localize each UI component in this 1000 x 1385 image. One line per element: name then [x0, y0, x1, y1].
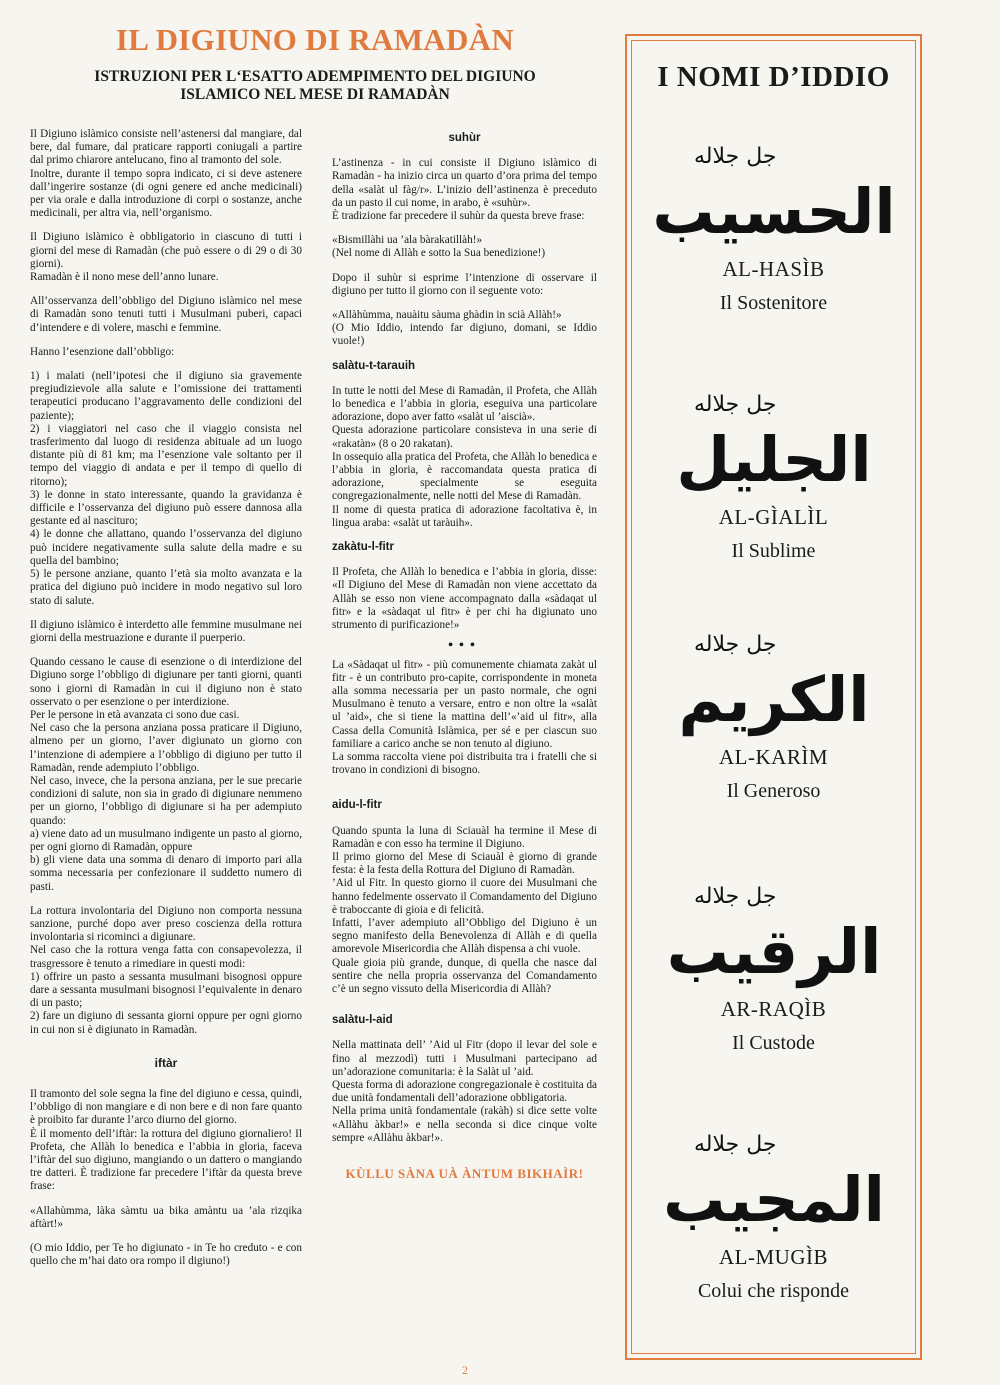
paragraph: Hanno l’esenzione dall’obbligo: — [30, 345, 175, 358]
section-heading-tarauih: salàtu-t-tarauih — [332, 359, 416, 372]
section-heading-aidu: aidu-l-fitr — [332, 799, 382, 812]
paragraph: Nel caso, invece, che la persona anziana, per le sue precarie condizioni di salute, non sia in grado di digiunare nemmeno per un giorno, l’obbligo di digiunare si ha per adempiuto quando: — [30, 774, 302, 827]
paragraph: Nel caso che la rottura venga fatta con consapevolezza, il trasgressore è tenuto a rimediare in questi modi: — [30, 944, 302, 970]
panel-inner-border — [631, 40, 916, 1354]
paragraph: Questa forma di adorazione congregazionale è costituita da due unità fondamentali dell’adorazione obbligatoria. — [332, 1078, 597, 1105]
section-heading-iftar: iftàr — [154, 1055, 178, 1070]
arabic-calligraphy — [651, 133, 896, 253]
subtitle-line-1: ISTRUZIONI PER L‘ESATTO ADEMPIMENTO DEL DIGIUNO — [94, 68, 536, 85]
name-transliteration: AR-RAQÌB — [720, 997, 827, 1021]
list-item: 5) le persone anziane, quanto l’età sia molto avanzata e la pratica del digiuno può incidere in modo negativo sul loro stato di salute. — [30, 568, 302, 607]
paragraph: Infatti, l’aver adempiuto all’Obbligo del Digiuno è un segno manifesto della Benevolenza di Allàh e di quella amorevole Misericordia che Allàh dispensa a chi vuole. — [332, 916, 597, 956]
paragraph: Il Digiuno islàmico è obbligatorio in ciascuno di tutti i giorni del mese di Ramadàn (che può essere o di 29 o di 30 giorni). — [30, 231, 302, 270]
separator-dots: ••• — [448, 638, 481, 654]
arabic-calligraphy — [662, 1121, 885, 1241]
name-transliteration: AL-KARÌM — [719, 745, 828, 769]
paragraph: Quando spunta la luna di Sciauàl ha termine il Mese di Ramadàn e con esso ha termine il Digiuno. — [332, 824, 597, 850]
arabic-calligraphy — [666, 873, 881, 993]
prayer-arabic-transliteration: «Bismillàhi ua ’ala bàrakatillàh!» — [332, 234, 483, 247]
closing-greeting: KÙLLU SÀNA UÀ ÀNTUM BIKHAÌR! — [345, 1166, 584, 1181]
paragraph: Per le persone in età avanzata ci sono due casi. — [30, 708, 240, 721]
paragraph: In ossequio alla pratica del Profeta, che Allàh lo benedica e l’abbia in gloria, è raccomandata questa pratica di adorazione, specialmente se eseguita congregazionalmente, nelle notti del Mese di Ramadàn. — [332, 450, 597, 503]
paragraph: Il Profeta, che Allàh lo benedica e l’abbia in gloria, disse: «Il Digiuno del Mese di Ramadàn non viene accettato da Allàh se esso non viene accompagnato dalla «sàdaqat ul fitr» e la «sàdaqat ul fitr» è per chi ha digiunato uno strumento di purificazione!» — [332, 566, 597, 632]
arabic-name-text: الكريم — [677, 663, 870, 736]
paragraph: Il nome di questa pratica di adorazione facoltativa è, in lingua araba: «salàt ut taràuih». — [332, 503, 597, 529]
page-title: IL DIGIUNO DI RAMADÀN — [115, 22, 515, 57]
paragraph: Nel caso che la persona anziana possa praticare il Digiuno, almeno per un giorno, l’aver digiunato un giorno con l’intenzione di adempiere a l’obbligo di digiuno per tutto il Ramadàn, rende adempiuto l’obbligo. — [30, 722, 302, 774]
prayer-arabic-transliteration: «Allahùmma, làka sàmtu ua bika amàntu ua ’ala rizqika aftàrt!» — [30, 1204, 302, 1230]
arabic-calligraphy — [674, 381, 874, 501]
paragraph: ’Aid ul Fitr. In questo giorno il cuore dei Musulmani che hanno fedelmente osservato il Comandamento del Digiuno è traboccante di gioia e di felicità. — [332, 877, 597, 916]
list-item: 2) fare un digiuno di sessanta giorni oppure per ogni giorno in cui non si è digiunato in Ramadàn. — [30, 1010, 302, 1036]
paragraph: In tutte le notti del Mese di Ramadàn, il Profeta, che Allàh lo benedica e l’abbia in gloria, eseguiva una particolare adorazione, dopo aver fatto «salàt ul ’aiscià». — [332, 384, 597, 424]
subtitle-line-2: ISLAMICO NEL MESE DI RAMADÀN — [180, 86, 450, 103]
paragraph: La «Sàdaqat ul fitr» - più comunemente chiamata zakàt ul fitr - è un contributo pro-capite, corrispondente in moneta alla somma necessaria per un pasto normale, che ogni Musulmano è tenuto a versare, entro e non oltre la «salàt ul ’aid», che si tiene la mattina dell’«’aid ul fitr», alla Cassa della Comunità Islàmica, per sé e per ciascun suo familiare a carico anche se non tenuto al digiuno. — [332, 658, 597, 750]
paragraph: Il primo giorno del Mese di Sciauàl è giorno di grande festa: è la festa della Rottura del Digiuno di Ramadàn. — [332, 850, 597, 877]
paragraph: Il digiuno islàmico è interdetto alle femmine musulmane nei giorni della mestruazione e durante il puerperio. — [30, 618, 302, 644]
list-item: 3) le donne in stato interessante, quando la gravidanza è difficile e l’osservanza del digiuno può essere dannosa alla gestante ed al nascituro; — [30, 488, 302, 528]
list-item: b) gli viene data una somma di denaro di importo pari alla somma necessaria per confezionare il suddetto numero di pasti. — [30, 854, 302, 893]
prayer-translation: (Nel nome di Allàh e sotto la Sua benedizione!) — [332, 247, 546, 260]
paragraph: Quando cessano le cause di esenzione o di interdizione del Digiuno sorge l’obbligo di digiunare per tanti giorni, quanti sono i giorni di Ramadàn in cui il digiuno non è stato osservato o per esenzione o per interdizione. — [30, 656, 302, 708]
arabic-name-text: المجيب — [662, 1163, 885, 1236]
section-heading-salatu-aid: salàtu-l-aid — [332, 1014, 393, 1027]
list-item: a) viene dato ad un musulmano indigente un pasto al giorno, per ogni giorno di Ramadàn, oppure — [30, 827, 302, 853]
prayer-arabic-transliteration: «Allàhùmma, nauàitu sàuma ghàdin in scià Allàh!» — [332, 309, 562, 322]
name-meaning: Il Custode — [732, 1032, 815, 1054]
middle-text-column — [332, 128, 597, 1180]
list-item: 1) offrire un pasto a sessanta musulmani bisognosi oppure dare a sessanta musulmani bisognosi l’equivalente in denaro di un pasto; — [30, 970, 302, 1010]
honorific-text: جل جلاله — [693, 144, 776, 169]
paragraph: Ramadàn è il nono mese dell’anno lunare. — [30, 271, 219, 284]
paragraph: Nella prima unità fondamentale (rakàh) si dice sette volte «Allàhu àkbar!» e nella seconda si dice cinque volte sempre «Allàhu àkbar!». — [332, 1105, 597, 1144]
arabic-name-text: الرقيب — [666, 915, 881, 988]
panel-title: I NOMI D’IDDIO — [657, 61, 890, 93]
name-transliteration: AL-MUGÌB — [719, 1245, 828, 1269]
paragraph: Questa adorazione particolare consisteva in una serie di «rakatàn» (8 o 20 rakatan). — [332, 424, 597, 450]
section-heading-zakat: zakàtu-l-fitr — [332, 541, 394, 554]
honorific-text: جل جلاله — [693, 632, 776, 657]
page-subtitle — [30, 68, 600, 104]
paragraph: La rottura involontaria del Digiuno non comporta nessuna sanzione, purché dopo aver preso coscienza della rottura involontaria si ricominci a digiunare. — [30, 904, 302, 944]
paragraph: L’astinenza - in cui consiste il Digiuno islàmico di Ramadàn - ha inizio circa un quarto d’ora prima del tempo della «salàt ul fàg/r». L’inizio dell’astinenza è preceduto da un pasto il cui nome, in arabo, è «suhùr». — [332, 157, 597, 209]
paragraph: Il Digiuno islàmico consiste nell’astenersi dal mangiare, dal bere, dal fumare, dal praticare rapporti coniugali a partire dal primo chiarore antelucano, fino al tramonto del sole. — [30, 128, 302, 167]
list-item: 1) i malati (nell’ipotesi che il digiuno sia gravemente pregiudizievole alla salute e l’omissione dei trattamenti terapeutici producano l’aggravamento delle condizioni del paziente); — [30, 370, 302, 422]
name-transliteration: AL-GÌALÌL — [718, 505, 829, 529]
paragraph: Inoltre, durante il tempo sopra indicato, ci si deve astenere dall’ingerire sostanze (di ogni genere ed anche medicinali) per via orale e dalla introduzione di corpi o sostanze, anche medicinali, per altra via, nell’organismo. — [30, 167, 302, 220]
paragraph: Nella mattinata dell’ ’Aid ul Fitr (dopo il levar del sole e fino al mezzodì) tutti i Musulmani partecipano ad un’adorazione comunitaria: è la Salàt ul ’aid. — [332, 1039, 597, 1078]
names-of-god-panel — [625, 34, 922, 1360]
arabic-name-text: الجليل — [675, 423, 872, 496]
honorific-text: جل جلاله — [693, 884, 776, 909]
list-item: 4) le donne che allattano, quando l’osservanza del digiuno può incidere negativamente sulla salute della madre e su quella del bambino; — [30, 528, 302, 567]
name-entry-al-mugib — [632, 1121, 915, 1303]
paragraph: All’osservanza dell’obbligo del Digiuno islàmico nel mese di Ramadàn sono tenuti tutti i Musulmani puberi, capaci d’intendere e di volere, maschi e femmine. — [30, 295, 302, 334]
name-entry-al-hasib — [632, 133, 915, 315]
section-heading-suhur: suhùr — [448, 132, 481, 144]
page-number: 2 — [462, 1363, 468, 1377]
list-item: 2) i viaggiatori nel caso che il viaggio consista nel trasferimento dal luogo di residenza abituale ad un luogo distante più di 81 km; ma l’esenzione vale soltanto per il tempo del viaggio di andata e per il tempo di quello di ritorno); — [30, 422, 302, 488]
name-meaning: Il Generoso — [726, 780, 821, 802]
prayer-translation: (O Mio Iddio, intendo far digiuno, domani, se Iddio vuole!) — [332, 322, 597, 348]
name-entry-al-karim — [632, 621, 915, 803]
paragraph: Quale gioia più grande, dunque, di quella che nasce dal sentire che nella propria osservanza del Comandamento c’è un segno vissuto della Misericordia di Allàh? — [332, 956, 597, 995]
paragraph: È il momento dell’iftàr: la rottura del digiuno giornaliero! Il Profeta, che Allàh lo benedica e l’abbia in gloria, faceva l’iftàr del suo digiuno, mangiando o un dattero o mangiando tre datteri. È tradizione far precedere l’iftàr da questa breve frase: — [30, 1127, 302, 1193]
name-meaning: Il Sublime — [731, 540, 816, 562]
arabic-calligraphy — [674, 621, 874, 741]
arabic-name-text: الحسيب — [651, 175, 896, 248]
name-entry-ar-raqib — [632, 873, 915, 1055]
paragraph: La somma raccolta viene poi distribuita tra i fratelli che si trovano in condizioni di bisogno. — [332, 750, 597, 777]
left-text-column — [30, 128, 302, 1279]
honorific-text: جل جلاله — [693, 1132, 776, 1157]
name-meaning: Il Sostenitore — [719, 292, 828, 314]
paragraph: Dopo il suhùr si esprime l’intenzione di osservare il digiuno per tutto il giorno con il seguente voto: — [332, 271, 597, 297]
paragraph: Il tramonto del sole segna la fine del digiuno e cessa, quindi, l’obbligo di non mangiare e di non bere e di non fare quanto è proibito far durante l’arco diurno del giorno. — [30, 1088, 302, 1127]
paragraph: È tradizione far precedere il suhùr da questa breve frase: — [332, 210, 585, 223]
name-meaning: Colui che risponde — [697, 1280, 850, 1302]
name-transliteration: AL-HASÌB — [722, 257, 825, 281]
prayer-translation: (O mio Iddio, per Te ho digiunato - in Te ho creduto - e con quello che m’hai dato ora rompo il digiuno!) — [30, 1242, 302, 1268]
name-entry-al-gialil — [632, 381, 915, 563]
honorific-text: جل جلاله — [693, 392, 776, 417]
